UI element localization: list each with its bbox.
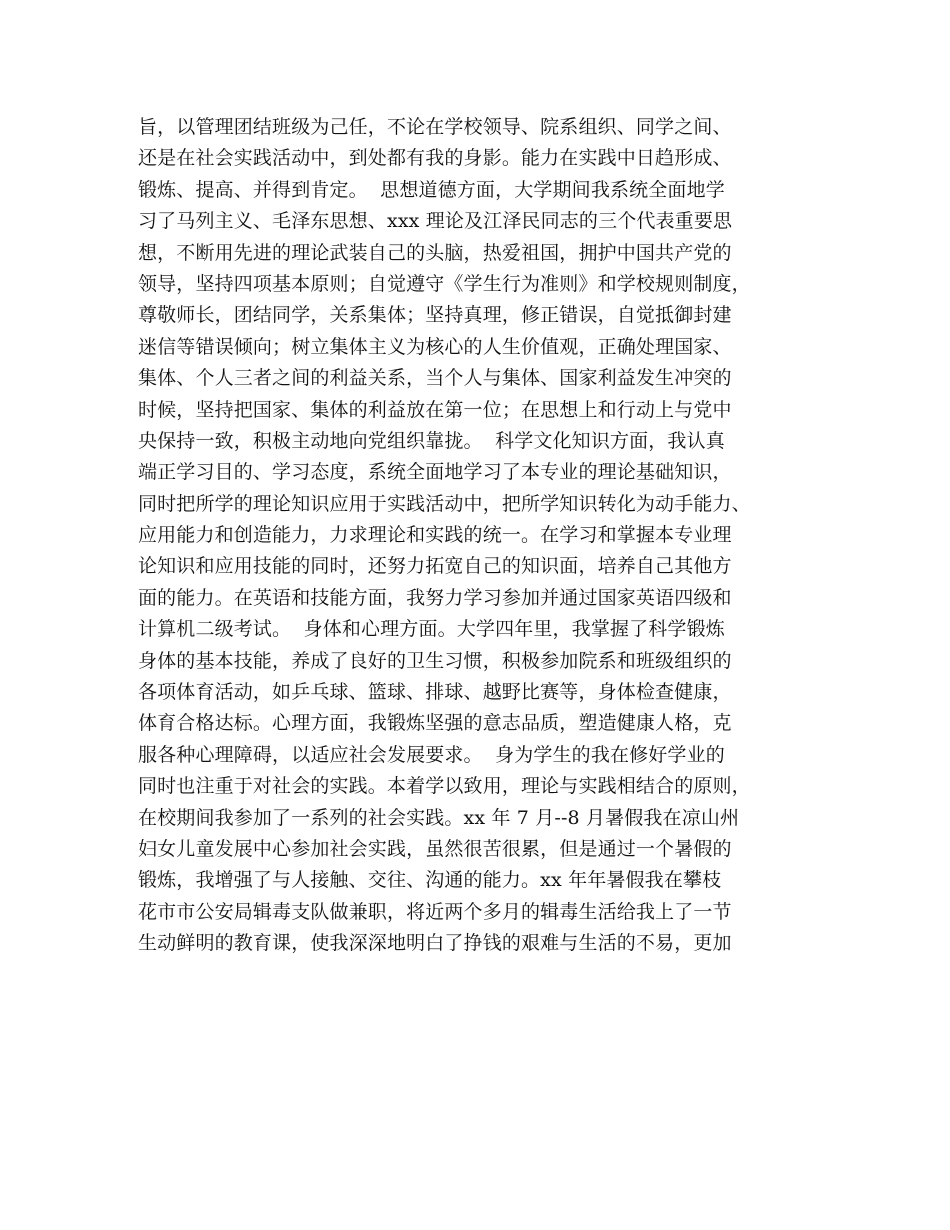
text-line: 端正学习目的、学习态度，系统全面地学习了本专业的理论基础知识， xyxy=(138,461,732,484)
text-line: 论知识和应用技能的同时，还努力拓宽自己的知识面，培养自己其他方 xyxy=(138,555,732,578)
text-line: 尊敬师长，团结同学，关系集体；坚持真理，修正错误，自觉抵御封建 xyxy=(138,304,732,327)
text-line: 还是在社会实践活动中，到处都有我的身影。能力在实践中日趋形成、 xyxy=(138,147,732,170)
text-line: 面的能力。在英语和技能方面，我努力学习参加并通过国家英语四级和 xyxy=(138,586,732,609)
text-line: 身体的基本技能，养成了良好的卫生习惯，积极参加院系和班级组织的 xyxy=(138,649,732,672)
text-line: 时候，坚持把国家、集体的利益放在第一位；在思想上和行动上与党中 xyxy=(138,398,732,421)
text-line: 集体、个人三者之间的利益关系，当个人与集体、国家利益发生冲突的 xyxy=(138,367,732,390)
text-line: 在校期间我参加了一系列的社会实践。xx 年 7 月--8 月暑假我在凉山州 xyxy=(138,806,740,829)
text-line: 同时把所学的理论知识应用于实践活动中，把所学知识转化为动手能力、 xyxy=(138,492,751,515)
text-line: 服各种心理障碍，以适应社会发展要求。 身为学生的我在修好学业的 xyxy=(138,743,725,766)
text-line: 计算机二级考试。 身体和心理方面。大学四年里，我掌握了科学锻炼 xyxy=(138,618,725,641)
text-line: 体育合格达标。心理方面，我锻炼坚强的意志品质，塑造健康人格，克 xyxy=(138,712,732,735)
text-line: 习了马列主义、毛泽东思想、xxx 理论及江泽民同志的三个代表重要思 xyxy=(138,210,733,233)
text-line: 迷信等错误倾向；树立集体主义为核心的人生价值观，正确处理国家、 xyxy=(138,335,732,358)
text-line: 生动鲜明的教育课，使我深深地明白了挣钱的艰难与生活的不易，更加 xyxy=(138,932,732,955)
text-line: 旨，以管理团结班级为己任，不论在学校领导、院系组织、同学之间、 xyxy=(138,116,732,138)
text-line: 领导，坚持四项基本原则；自觉遵守《学生行为准则》和学校规则制度， xyxy=(138,272,751,295)
text-line: 花市市公安局辑毒支队做兼职，将近两个多月的辑毒生活给我上了一节 xyxy=(138,900,732,923)
text-line: 各项体育活动，如乒乓球、篮球、排球、越野比赛等，身体检查健康， xyxy=(138,681,732,704)
text-line: 应用能力和创造能力，力求理论和实践的统一。在学习和掌握本专业理 xyxy=(138,524,732,547)
text-line: 锻炼、提高、并得到肯定。 思想道德方面，大学期间我系统全面地学 xyxy=(138,178,725,201)
text-line: 想，不断用先进的理论武装自己的头脑，热爱祖国，拥护中国共产党的 xyxy=(138,241,732,264)
text-line: 同时也注重于对社会的实践。本着学以致用，理论与实践相结合的原则， xyxy=(138,775,751,798)
text-line: 锻炼，我增强了与人接触、交往、沟通的能力。xx 年年暑假我在攀枝 xyxy=(138,869,722,892)
text-line: 央保持一致，积极主动地向党组织靠拢。 科学文化知识方面，我认真 xyxy=(138,429,725,452)
text-line: 妇女儿童发展中心参加社会实践，虽然很苦很累，但是通过一个暑假的 xyxy=(138,837,732,860)
body-text xyxy=(138,112,828,960)
